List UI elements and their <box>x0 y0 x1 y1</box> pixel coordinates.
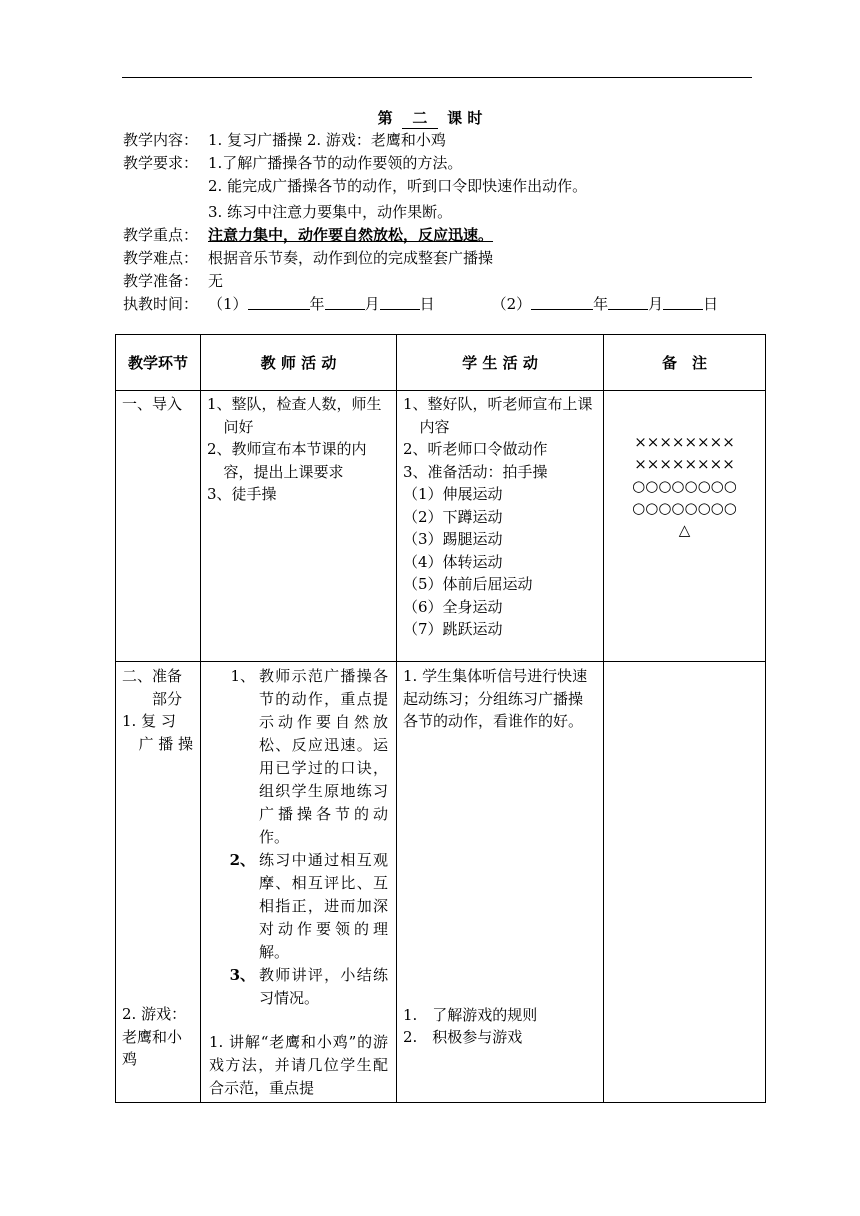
month-blank <box>325 293 365 310</box>
formation-row-circles: ○○○○○○○○ <box>632 499 737 517</box>
requirement-item: 2. 能完成广播操各节的动作，听到口令即快速作出动作。 <box>208 177 588 195</box>
year-blank <box>248 293 310 310</box>
warmup-exercise: （5）体前后屈运动 <box>403 575 533 593</box>
stage-preparation: 二、准备部分 <box>122 667 183 708</box>
requirement-item: 1.了解广播操各节的动作要领的方法。 <box>208 154 463 172</box>
month-unit: 月 <box>648 295 664 313</box>
remarks-cell-empty <box>604 662 766 1103</box>
warmup-exercise: （4）体转运动 <box>403 552 503 571</box>
teacher-step: 3、徒手操 <box>207 485 277 503</box>
time-period-1: （1） <box>208 295 248 313</box>
month-unit: 月 <box>364 295 380 313</box>
teacher-game-instruction: 1. 讲解“老鹰和小鸡”的游戏方法，并请几位学生配合示范，重点提 <box>209 1033 388 1097</box>
teacher-step: 2、 练习中通过相互观摩、相互评比、互相指正，进而加深对动作要领的理解。 <box>229 851 388 961</box>
lesson-title <box>0 107 860 129</box>
year-unit: 年 <box>309 295 325 313</box>
key-point-value: 注意力集中，动作要自然放松，反应迅速。 <box>208 226 494 244</box>
stage-game: 2. 游戏：老鹰和小鸡 <box>122 1005 187 1068</box>
warmup-exercise: （7）跳跃运动 <box>403 620 503 638</box>
difficulty-value: 根据音乐节奏，动作到位的完成整套广播操 <box>208 249 494 267</box>
header-remarks: 备 注 <box>604 335 766 391</box>
lesson-number: 二 <box>402 107 438 129</box>
preparation-value: 无 <box>208 272 224 290</box>
student-game-step: 2. 积极参与游戏 <box>403 1028 523 1046</box>
header-student-activity: 学 生 活 动 <box>397 335 604 391</box>
year-unit: 年 <box>593 295 609 313</box>
day-blank <box>380 293 420 310</box>
teacher-position-triangle: △ <box>678 521 691 539</box>
stage-review-exercise: 1. 复 习 广 播 操 <box>122 712 194 753</box>
header-teacher-activity: 教 师 活 动 <box>201 335 397 391</box>
key-point-label: 教学重点： <box>123 226 199 244</box>
teacher-step: 2、教师宣布本节课的内容，提出上课要求 <box>207 440 367 481</box>
lesson-plan-table <box>115 334 766 1103</box>
student-step: 2、听老师口令做动作 <box>403 440 548 458</box>
month-blank <box>608 293 648 310</box>
content-label: 教学内容： <box>123 131 199 149</box>
warmup-exercise: （2）下蹲运动 <box>403 507 503 526</box>
day-unit: 日 <box>419 295 435 313</box>
header-stage: 教学环节 <box>116 335 201 391</box>
table-row <box>116 391 766 662</box>
time-label: 执教时间： <box>123 295 199 313</box>
warmup-exercise: （6）全身运动 <box>403 597 503 616</box>
student-step: 3、准备活动：拍手操 <box>403 462 548 481</box>
content-value: 1. 复习广播操 2. 游戏：老鹰和小鸡 <box>208 131 446 149</box>
table-row <box>116 662 766 1103</box>
formation-row-crosses: ×××××××× <box>634 433 735 451</box>
formation-diagram <box>604 431 765 541</box>
teacher-step: 1、整队，检查人数，师生问好 <box>207 395 382 436</box>
stage-intro: 一、导入 <box>122 395 183 413</box>
header-rule <box>122 77 752 78</box>
warmup-exercise: （1）伸展运动 <box>403 485 503 503</box>
teacher-step: 1、 教师示范广播操各节的动作，重点提示动作要自然放松、反应迅速。运用已学过的口诀，组织学生原地练习广播操各节的动作。 <box>230 667 388 846</box>
formation-row-crosses: ×××××××× <box>634 455 735 473</box>
preparation-label: 教学准备： <box>123 272 199 290</box>
title-suffix: 课 时 <box>447 109 483 127</box>
formation-row-circles: ○○○○○○○○ <box>632 477 737 495</box>
requirements-label: 教学要求： <box>123 154 199 172</box>
day-blank <box>663 293 703 310</box>
difficulty-label: 教学难点： <box>123 249 199 267</box>
title-prefix: 第 <box>377 109 393 127</box>
student-review-activity: 1. 学生集体听信号进行快速起动练习；分组练习广播操各节的动作，看谁作的好。 <box>403 667 588 730</box>
teaching-time-row <box>123 293 763 316</box>
table-header-row <box>116 335 766 391</box>
teacher-step: 3、 教师讲评，小结练习情况。 <box>229 966 388 1007</box>
student-game-step: 1. 了解游戏的规则 <box>403 1005 538 1024</box>
day-unit: 日 <box>703 295 719 313</box>
time-period-2: （2） <box>491 295 532 313</box>
requirement-item: 3. 练习中注意力要集中，动作果断。 <box>208 203 453 221</box>
year-blank <box>531 293 593 310</box>
warmup-exercise: （3）踢腿运动 <box>403 530 503 548</box>
lesson-meta <box>123 129 763 316</box>
student-step: 1、整好队，听老师宣布上课内容 <box>403 395 593 436</box>
